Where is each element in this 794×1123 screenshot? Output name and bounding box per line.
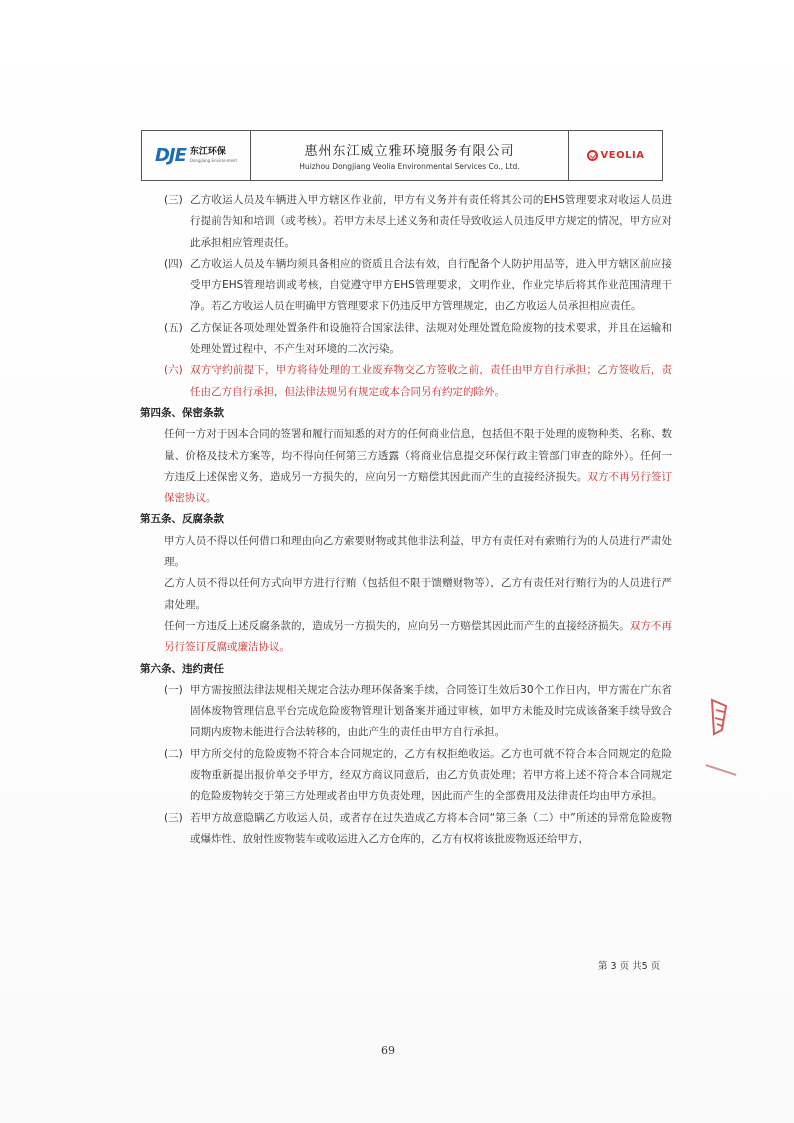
clause-item: [140, 744, 672, 808]
clause-item-highlighted: [140, 360, 672, 403]
seal-stamp-fragment: [704, 690, 744, 770]
veolia-logo-icon: [587, 150, 598, 161]
clause-item: [140, 318, 672, 361]
clause-text: 双方守约前提下，甲方将待处理的工业废弃物交乙方签收之前，责任由甲方自行承担；乙方签收后，责任由乙方自行承担，但法律法规另有规定或本合同另有约定的除外。: [190, 364, 672, 398]
dje-logo-side: [190, 148, 237, 163]
article-5-paragraph-2: 乙方人员不得以任何方式向甲方进行行贿（包括但不限于馈赠财物等），乙方有责任对行贿行为的人员进行严肃处理。: [164, 577, 672, 611]
article-4-red-note: 双方不再另行签订保密协议。: [164, 470, 673, 505]
page-indicator: 第 3 页 共5 页: [598, 961, 661, 972]
contract-body: [140, 190, 672, 850]
page-number: 69: [381, 1044, 395, 1057]
dje-logo-en: Dongjiang Environment: [189, 158, 238, 163]
article-5-heading: 第五条、反腐条款: [140, 513, 224, 526]
clause-text: 乙方收运人员及车辆均须具备相应的资质且合法有效，自行配备个人防护用品等，进入甲方辖区前应接受甲方EHS管理培训或考核，自觉遵守甲方EHS管理要求，文明作业，作业完毕后将其作业范围清理干净。若乙方收运人员在明确甲方管理要求下仍违反甲方管理规定，由乙方收运人员承担相应责任。: [190, 257, 672, 313]
clause-number: (五): [164, 321, 183, 334]
clause-text: 甲方所交付的危险废物不符合本合同规定的，乙方有权拒绝收运。乙方也可就不符合本合同规定的危险废物重新提出报价单交予甲方，经双方商议同意后，由乙方负责处理；若甲方将上述不符合本合同规定的危险废物转交于第三方处理或者由甲方负责处理，因此而产生的全部费用及法律责任均由甲方承担。: [190, 747, 672, 803]
company-name-en: Huizhou Dongjiang Veolia Environmental Services Co., Ltd.: [299, 162, 520, 171]
article-5-red-note: 双方不再另行签订反腐或廉洁协议。: [164, 619, 673, 654]
article-6-heading: 第六条、违约责任: [140, 662, 224, 675]
veolia-logo-text: VEOLIA: [600, 150, 645, 161]
clause-number: (三): [164, 811, 183, 824]
article-5-paragraph-1: 甲方人员不得以任何借口和理由向乙方索要财物或其他非法利益，甲方有责任对有索贿行为的人员进行严肃处理。: [164, 534, 672, 569]
article-4-text: 任何一方对于因本合同的签署和履行而知悉的对方的任何商业信息，包括但不限于处理的废物种类、名称、数量、价格及技术方案等，均不得向任何第三方透露（将商业信息提交环保行政主管部门审查的除外）。任何一方违反上述保密义务，造成另一方损失的，应向另一方赔偿其因此而产生的直接经济损失。: [164, 428, 672, 483]
article-4-heading: 第四条、保密条款: [140, 406, 224, 419]
company-name-block: [251, 131, 569, 180]
clause-number: (四): [164, 257, 183, 270]
clause-number: (三): [164, 194, 183, 206]
clause-text: 若甲方故意隐瞒乙方收运人员，或者存在过失造成乙方将本合同“第三条（二）中”所述的异常危险废物或爆炸性、放射性废物装车或收运进入乙方仓库的，乙方有权将该批废物返还给甲方，: [190, 811, 672, 845]
dje-logo-cn: 东江环保: [189, 147, 226, 157]
article-4-paragraph: [140, 424, 672, 509]
dje-logo-mark: DJE: [154, 145, 186, 166]
clause-number: (一): [164, 683, 183, 696]
clause-text: 甲方需按照法律法规相关规定合法办理环保备案手续，合同签订生效后30个工作日内，甲方需在广东省固体废物管理信息平台完成危险废物管理计划备案并通过审核，如甲方未能及时完成该备案手续导致合同期内废物未能进行合法转移的，由此产生的责任由甲方自行承担。: [190, 683, 672, 739]
veolia-logo: [569, 131, 662, 180]
document-header: [141, 130, 663, 181]
clause-number: (六): [164, 364, 183, 377]
clause-text: 乙方保证各项处理处置条件和设施符合国家法律、法规对处理处置危险废物的技术要求，并且在运输和处理处置过程中，不产生对环境的二次污染。: [190, 321, 672, 356]
company-name-cn: 惠州东江威立雅环境服务有限公司: [304, 144, 515, 159]
clause-item: [140, 808, 672, 851]
clause-number: (二): [164, 747, 183, 760]
article-5-paragraph-3: [140, 616, 672, 659]
clause-item: [140, 680, 672, 744]
clause-item: [140, 190, 672, 254]
dje-logo: [142, 131, 251, 180]
clause-text: 乙方收运人员及车辆进入甲方辖区作业前，甲方有义务并有责任将其公司的EHS管理要求对收运人员进行提前告知和培训（或考核）。若甲方未尽上述义务和责任导致收运人员违反甲方规定的情况，甲方应对此承担相应管理责任。: [190, 194, 672, 249]
clause-item: [140, 254, 672, 318]
article-5-text: 任何一方违反上述反腐条款的，造成另一方损失的，应向另一方赔偿其因此而产生的直接经济损失。: [164, 619, 630, 632]
